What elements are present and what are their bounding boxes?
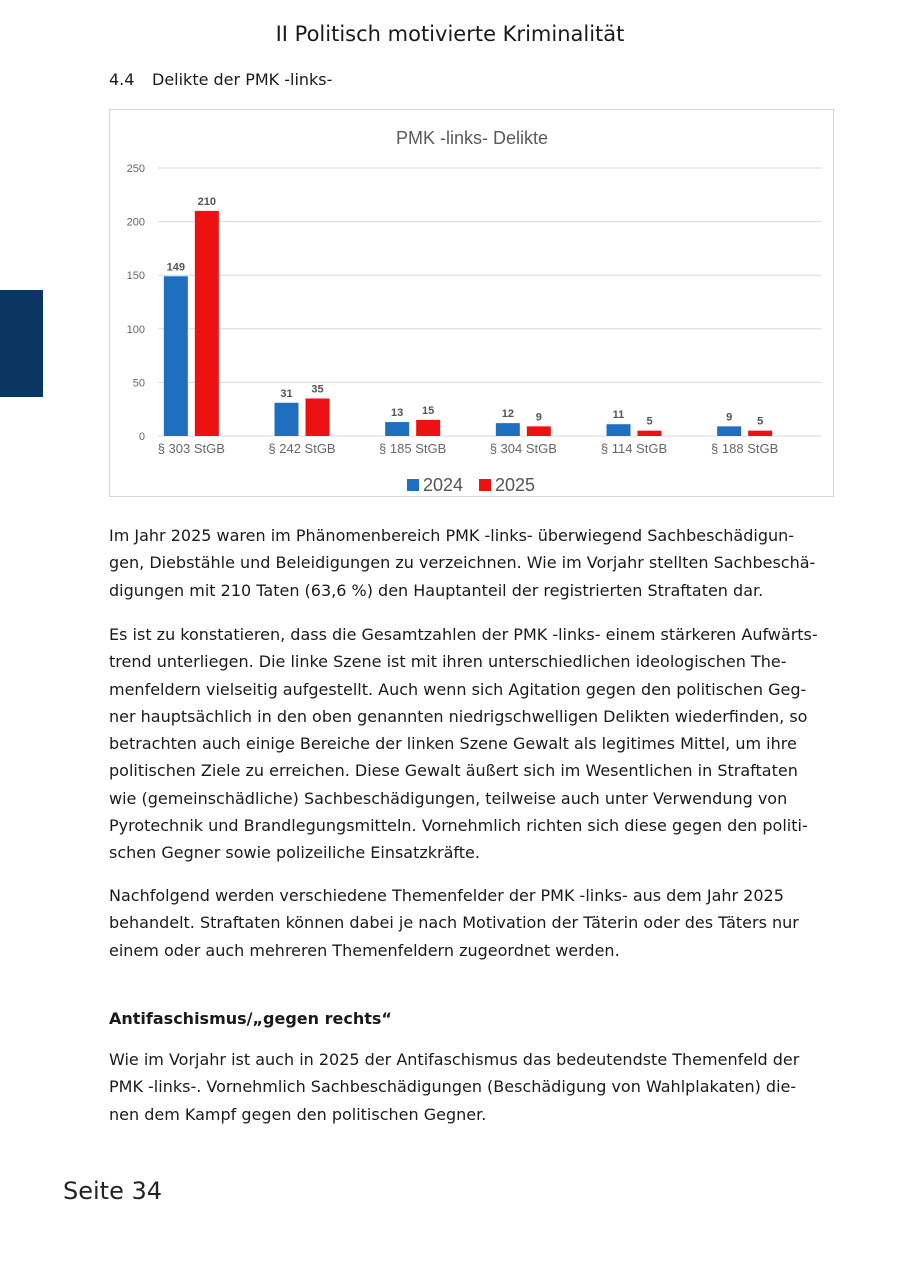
y-tick-label: 100 — [126, 323, 145, 336]
paragraph-2 — [109, 621, 834, 867]
data-label: 210 — [197, 195, 217, 208]
paragraph-line: schen Gegner sowie polizeiliche Einsatzkräfte. — [109, 843, 480, 863]
data-label: 11 — [612, 409, 625, 422]
chart-title: PMK -links- Delikte — [395, 128, 549, 148]
bar-2024 — [607, 424, 631, 436]
bar-2024 — [385, 422, 409, 436]
data-label: 13 — [391, 407, 404, 420]
paragraph-line: gen, Diebstähle und Beleidigungen zu verzeichnen. Wie im Vorjahr stellten Sachbeschä- — [109, 553, 816, 573]
bar-2025 — [748, 431, 772, 436]
bar-2025 — [306, 398, 330, 436]
data-label: 35 — [311, 383, 324, 396]
y-tick-label: 200 — [126, 216, 145, 229]
section-title: Delikte der PMK -links- — [152, 70, 333, 89]
paragraph-line: einem oder auch mehreren Themenfeldern zugeordnet werden. — [109, 940, 620, 960]
paragraph-line: Wie im Vorjahr ist auch in 2025 der Antifaschismus das bedeutendste Themenfeld der — [109, 1050, 800, 1069]
bar-2025 — [416, 420, 440, 436]
subheading: Antifaschismus/„gegen rechts“ — [109, 1009, 392, 1028]
paragraph-line: Pyrotechnik und Brandlegungsmitteln. Vornehmlich richten sich diese gegen den politi- — [109, 816, 808, 836]
paragraph-line: trend unterliegen. Die linke Szene ist mit ihren unterschiedlichen ideologischen The- — [109, 652, 787, 672]
paragraph-line: ner hauptsächlich in den oben genannten niedrigschwelligen Delikten wiederfinden, so — [109, 706, 808, 726]
data-label: 149 — [166, 261, 186, 274]
paragraph-4 — [109, 1046, 834, 1128]
bar-2024 — [275, 403, 299, 436]
bar-2024 — [717, 426, 741, 436]
legend-swatch-2025 — [479, 479, 491, 491]
paragraph-line: Nachfolgend werden verschiedene Themenfelder der PMK -links- aus dem Jahr 2025 — [109, 886, 784, 905]
paragraph-line: behandelt. Straftaten können dabei je nach Motivation der Täterin oder des Täters nur — [109, 913, 799, 933]
data-label: 5 — [757, 415, 764, 428]
bar-2025 — [195, 211, 219, 436]
legend-swatch-2024 — [407, 479, 419, 491]
paragraph-line: menfeldern vielseitig aufgestellt. Auch wenn sich Agitation gegen den politischen Geg- — [109, 679, 807, 699]
x-tick-label: § 114 StGB — [600, 441, 668, 456]
paragraph-line: wie (gemeinschädliche) Sachbeschädigungen, teilweise auch unter Verwendung von — [109, 788, 788, 808]
page-number: Seite 34 — [63, 1177, 163, 1205]
y-tick-label: 0 — [138, 431, 145, 443]
data-label: 9 — [535, 411, 542, 424]
y-tick-label: 150 — [126, 270, 145, 283]
x-tick-label: § 303 StGB — [157, 441, 225, 456]
chapter-side-tab — [0, 290, 43, 397]
paragraph-3 — [109, 882, 834, 964]
x-tick-label: § 242 StGB — [268, 441, 336, 456]
bar-chart — [109, 109, 834, 497]
x-tick-label: § 185 StGB — [379, 441, 447, 456]
paragraph-1 — [109, 522, 834, 604]
paragraph-line: Es ist zu konstatieren, dass die Gesamtzahlen der PMK -links- einem stärkeren Aufwärts- — [109, 625, 818, 644]
y-tick-label: 50 — [132, 377, 145, 390]
paragraph-line: nen dem Kampf gegen den politischen Gegner. — [109, 1104, 487, 1124]
paragraph-line: Im Jahr 2025 waren im Phänomenbereich PMK -links- überwiegend Sachbeschädigun- — [109, 526, 795, 545]
x-tick-label: § 188 StGB — [711, 441, 779, 456]
data-label: 9 — [726, 411, 733, 424]
data-label: 12 — [501, 408, 514, 421]
section-number: 4.4 — [109, 70, 135, 89]
legend-label: 2025 — [495, 475, 536, 495]
bar-2024 — [496, 423, 520, 436]
x-tick-label: § 304 StGB — [489, 441, 557, 456]
legend-label: 2024 — [423, 475, 464, 495]
paragraph-line: betrachten auch einige Bereiche der linken Szene Gewalt als legitimes Mittel, um ihre — [109, 734, 797, 754]
section-heading — [109, 70, 332, 89]
chart-svg — [110, 110, 833, 496]
paragraph-line: politischen Ziele zu erreichen. Diese Gewalt äußert sich im Wesentlichen in Straftaten — [109, 761, 798, 781]
y-tick-label: 250 — [126, 163, 145, 175]
data-label: 15 — [422, 404, 435, 417]
paragraph-line: PMK -links-. Vornehmlich Sachbeschädigungen (Beschädigung von Wahlplakaten) die- — [109, 1077, 797, 1097]
data-label: 5 — [646, 415, 653, 428]
bar-2025 — [638, 431, 662, 436]
paragraph-line: digungen mit 210 Taten (63,6 %) den Hauptanteil der registrierten Straftaten dar. — [109, 580, 764, 600]
bar-2024 — [164, 276, 188, 436]
page-header: II Politisch motivierte Kriminalität — [275, 22, 625, 46]
data-label: 31 — [280, 387, 293, 400]
bar-2025 — [527, 426, 551, 436]
